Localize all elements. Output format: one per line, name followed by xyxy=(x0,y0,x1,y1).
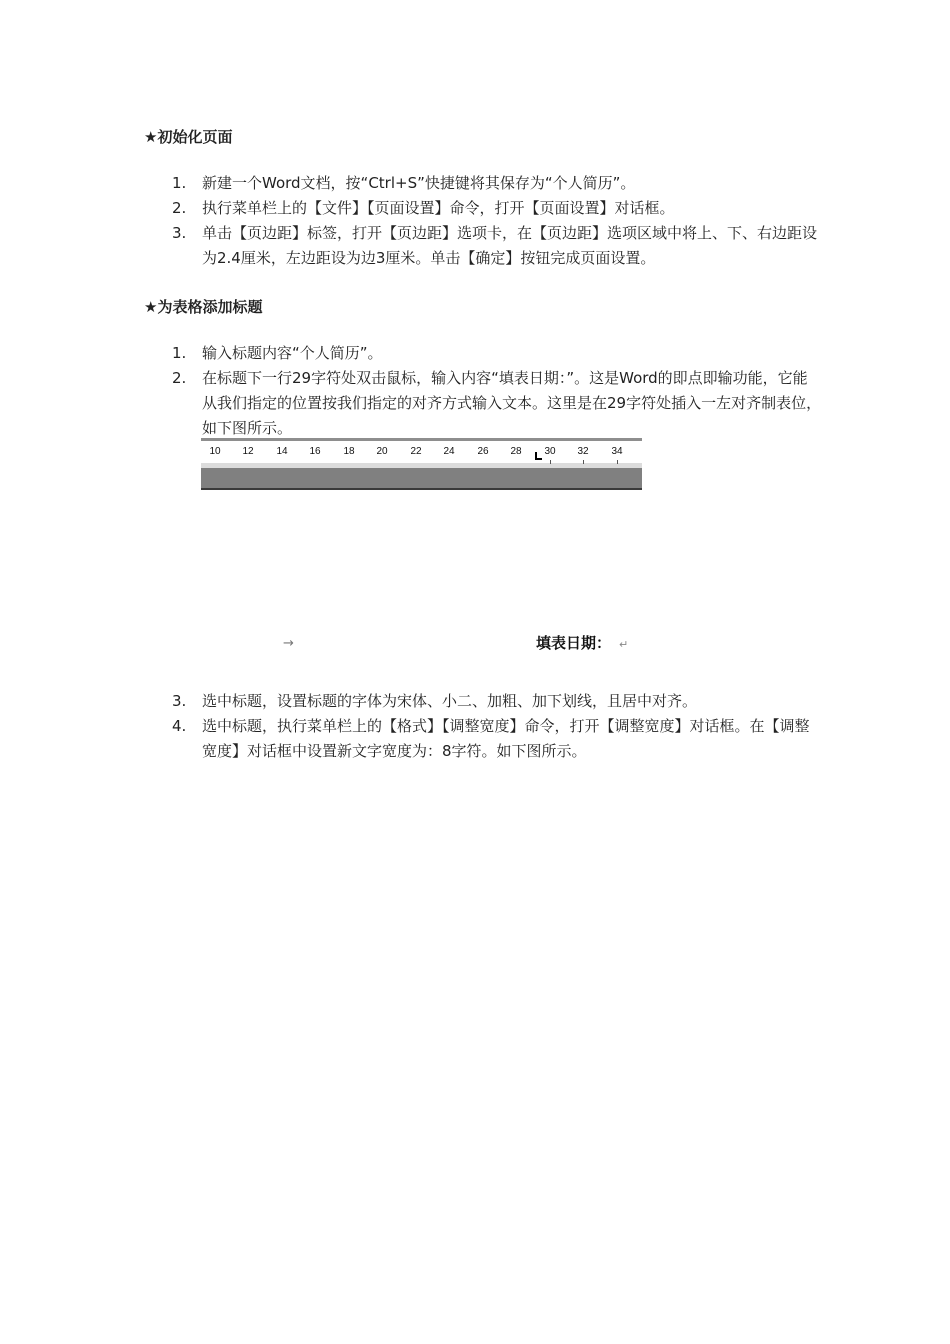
list-item xyxy=(172,689,822,714)
list-item-text: 选中标题，设置标题的字体为宋体、小二、加粗、加下划线，且居中对齐。 xyxy=(202,692,698,710)
ruler-image xyxy=(201,438,642,490)
list-item-number: 1. xyxy=(172,344,187,362)
list-item xyxy=(172,196,822,221)
ruler-tick-label: 32 xyxy=(577,446,589,457)
tab-arrow-icon: → xyxy=(283,636,294,651)
ruler-tick-mark xyxy=(550,460,551,464)
list-item-number: 3. xyxy=(172,692,187,710)
list-item-number: 1. xyxy=(172,174,187,192)
list-item-number: 2. xyxy=(172,199,187,217)
ruler-tick-label: 24 xyxy=(443,446,455,457)
list-item xyxy=(172,366,822,441)
list-item xyxy=(172,171,822,196)
list-item-text: 单击【页边距】标签，打开【页边距】选项卡，在【页边距】选项区域中将上、下、右边距设为2.4厘米，左边距设为边3厘米。单击【确定】按钮完成页面设置。 xyxy=(202,224,818,267)
list-item xyxy=(172,341,822,366)
list-item-number: 3. xyxy=(172,224,187,242)
ruler-tick-label: 12 xyxy=(242,446,254,457)
ruler-tick-label: 30 xyxy=(544,446,556,457)
ruler-tick-label: 18 xyxy=(343,446,355,457)
list-item-text: 新建一个Word文档，按“Ctrl+S”快捷键将其保存为“个人简历”。 xyxy=(202,174,636,192)
fill-date-label: 填表日期： xyxy=(536,634,612,652)
list-item xyxy=(172,714,822,764)
ruler-margin-area xyxy=(201,468,642,488)
list-item-text: 选中标题，执行菜单栏上的【格式】【调整宽度】命令，打开【调整宽度】对话框。在【调整宽度】对话框中设置新文字宽度为：8字符。如下图所示。 xyxy=(202,717,810,760)
list-item-text: 执行菜单栏上的【文件】【页面设置】命令，打开【页面设置】对话框。 xyxy=(202,199,675,217)
ruler-tick-mark xyxy=(617,460,618,464)
list-item xyxy=(172,221,822,271)
ruler-tick-label: 16 xyxy=(309,446,321,457)
ruler-tick-label: 20 xyxy=(376,446,388,457)
left-tab-stop-icon xyxy=(535,452,542,460)
table-title-steps-list xyxy=(172,341,822,441)
paragraph-return-icon: ↵ xyxy=(619,638,629,651)
ruler-tick-label: 28 xyxy=(510,446,522,457)
ruler-tick-mark xyxy=(583,460,584,464)
ruler-tick-label: 10 xyxy=(209,446,221,457)
list-item-number: 4. xyxy=(172,717,187,735)
list-item-text: 在标题下一行29字符处双击鼠标，输入内容“填表日期：”。这是Word的即点即输功能，它能从我们指定的位置按我们指定的对齐方式输入文本。这里是在29字符处插入一左对齐制表位，如下图所示。 xyxy=(202,369,822,437)
list-item-text: 输入标题内容“个人简历”。 xyxy=(202,344,383,362)
ruler-tick-label: 26 xyxy=(477,446,489,457)
section-heading-table-title: ★为表格添加标题 xyxy=(144,298,263,316)
init-page-steps-list xyxy=(172,171,822,271)
ruler-tick-label: 22 xyxy=(410,446,422,457)
title-format-steps-list xyxy=(172,689,822,764)
section-heading-init-page: ★初始化页面 xyxy=(144,128,233,146)
ruler-bottom-line xyxy=(201,488,642,490)
ruler-tick-label: 14 xyxy=(276,446,288,457)
list-item-number: 2. xyxy=(172,369,187,387)
ruler-tick-label: 34 xyxy=(611,446,623,457)
